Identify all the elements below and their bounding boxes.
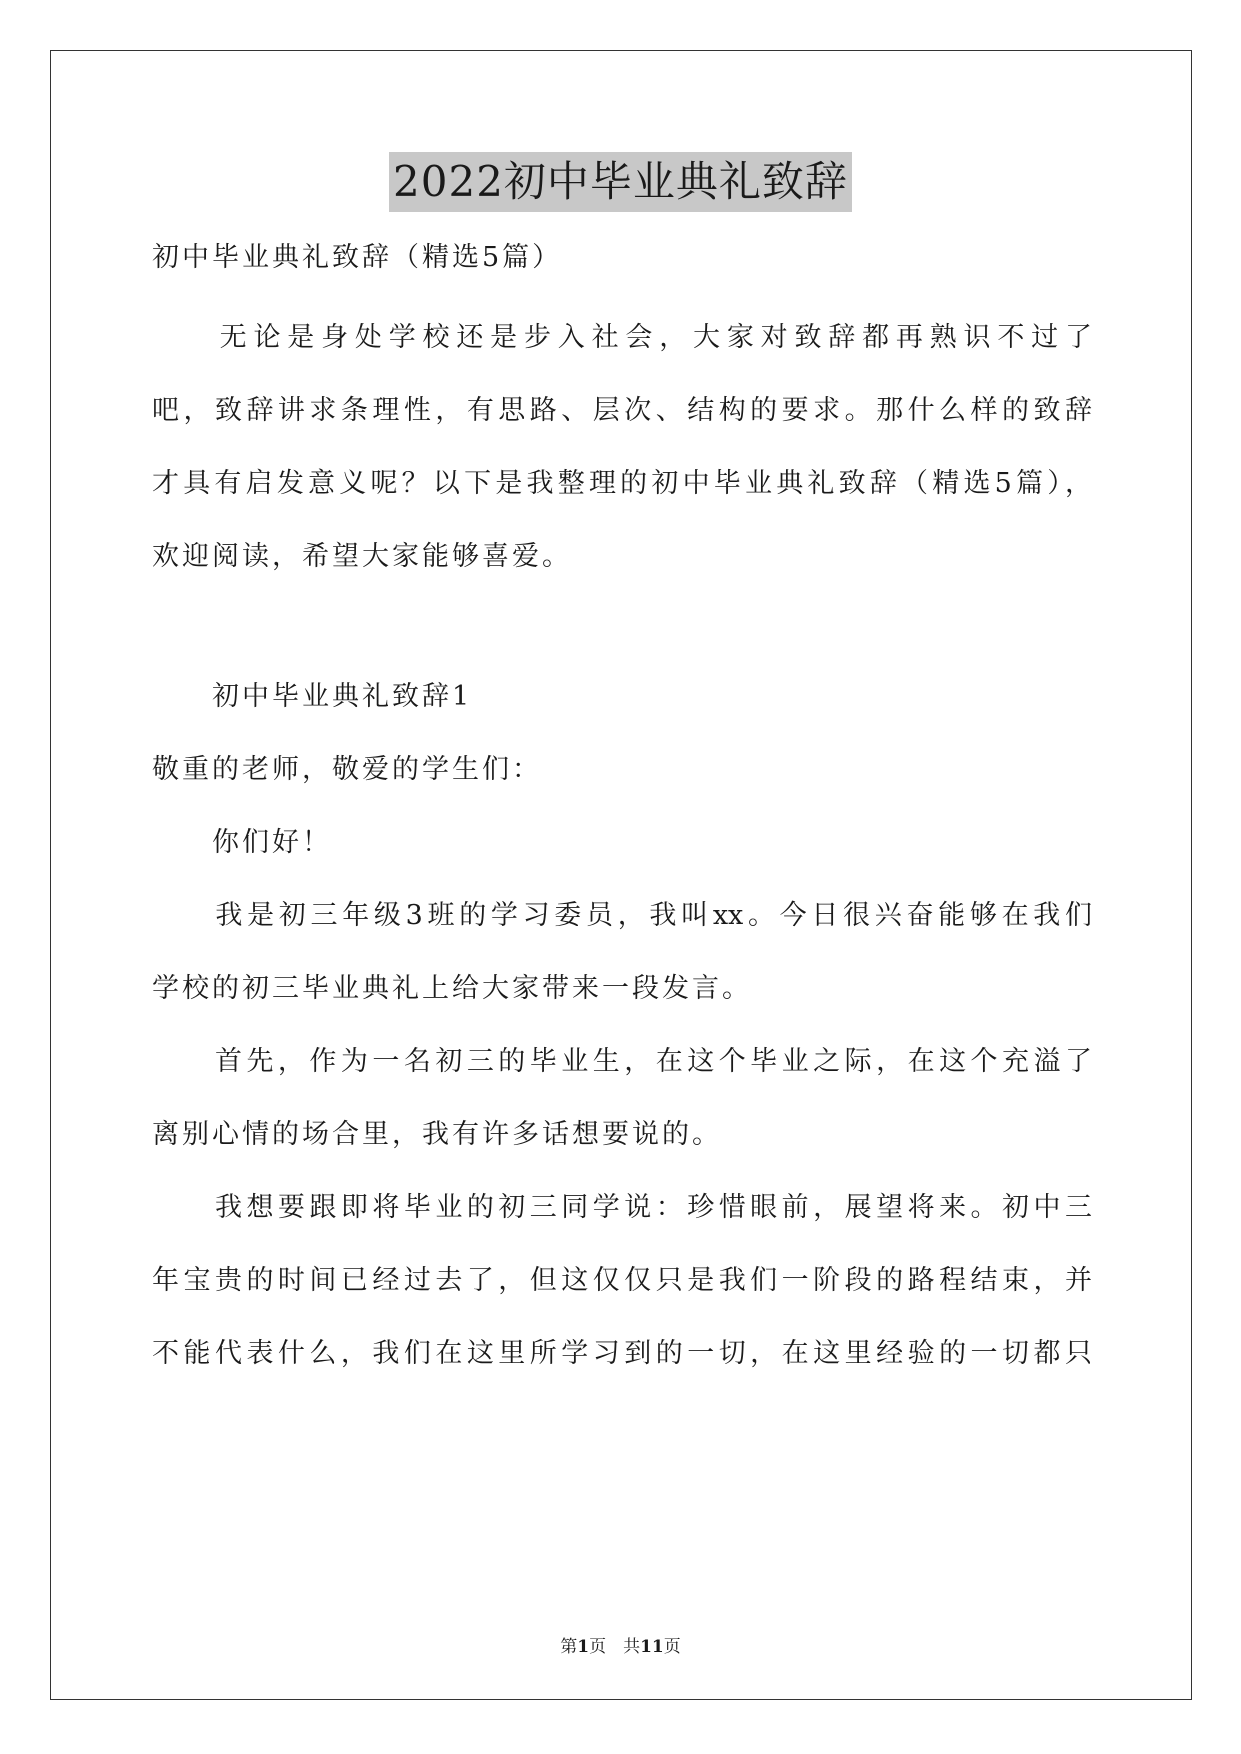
greeting-line: 你们好！ xyxy=(152,827,332,858)
paragraph-line: 吧，致辞讲求条理性，有思路、层次、结构的要求。那什么样的致辞 xyxy=(152,395,1092,426)
paragraph-line: 无论是身处学校还是步入社会，大家对致辞都再熟识不过了 xyxy=(152,322,1092,353)
footer-page-suffix: 页 xyxy=(663,1637,681,1657)
page-footer xyxy=(0,1635,1241,1659)
footer-page-prefix: 第 xyxy=(560,1637,578,1657)
paragraph-line: 欢迎阅读，希望大家能够喜爱。 xyxy=(152,541,572,572)
paragraph-line: 我想要跟即将毕业的初三同学说：珍惜眼前，展望将来。初中三 xyxy=(152,1192,1092,1223)
paragraph-line: 才具有启发意义呢？以下是我整理的初中毕业典礼致辞（精选5篇）， xyxy=(152,468,1092,499)
paragraph-line: 不能代表什么，我们在这里所学习到的一切，在这里经验的一切都只 xyxy=(152,1338,1092,1369)
section-heading: 初中毕业典礼致辞1 xyxy=(152,681,473,712)
footer-page-mid: 页 共 xyxy=(589,1637,641,1657)
footer-page-number: 1 xyxy=(577,1637,590,1657)
page-border xyxy=(50,50,1192,1700)
paragraph-line: 我是初三年级3班的学习委员，我叫xx。今日很兴奋能够在我们 xyxy=(152,900,1092,931)
document-title: 2022初中毕业典礼致辞 xyxy=(389,152,852,212)
title-wrap xyxy=(0,152,1241,212)
paragraph-line: 年宝贵的时间已经过去了，但这仅仅只是我们一阶段的路程结束，并 xyxy=(152,1265,1092,1296)
subtitle-line: 初中毕业典礼致辞（精选5篇） xyxy=(152,242,563,273)
salutation-line: 敬重的老师，敬爱的学生们： xyxy=(152,754,542,785)
paragraph-line: 离别心情的场合里，我有许多话想要说的。 xyxy=(152,1119,722,1150)
paragraph-line: 首先，作为一名初三的毕业生，在这个毕业之际，在这个充溢了 xyxy=(152,1046,1092,1077)
footer-page-total: 11 xyxy=(640,1637,664,1657)
paragraph-line: 学校的初三毕业典礼上给大家带来一段发言。 xyxy=(152,973,752,1004)
